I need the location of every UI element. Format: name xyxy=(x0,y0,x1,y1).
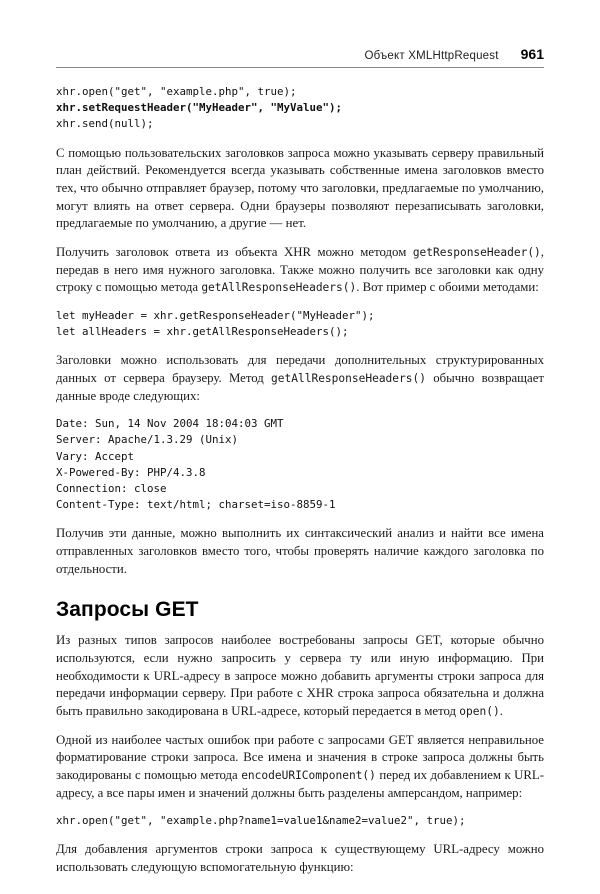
code-block xyxy=(56,416,544,513)
text-run: Заголовки можно использовать для передачи дополнительных структурированных данных от сервера браузеру. Метод xyxy=(56,353,544,385)
inline-code: getAllResponseHeaders() xyxy=(271,371,426,385)
page-content xyxy=(56,84,544,877)
code-line: Server: Apache/1.3.29 (Unix) xyxy=(56,433,239,447)
text-run: , передав в него имя нужного заголовка. Также можно получить все заголовки как одну строку с помощью метода xyxy=(56,244,544,295)
text-run: перед их добавлением к URL-адресу, а все пары имен и значений должны быть разделены амперсандом, например: xyxy=(56,767,544,800)
text-run: Получив эти данные, можно выполнить их синтаксический анализ и найти все имена отправленных заголовков вместо того, чтобы проверять наличие каждого заголовка по отдельности. xyxy=(56,526,544,576)
inline-code: getAllResponseHeaders() xyxy=(201,281,357,295)
code-line: let myHeader = xhr.getResponseHeader("MyHeader"); xyxy=(56,308,375,322)
code-block xyxy=(56,308,544,340)
page-number: 961 xyxy=(520,46,544,62)
code-line: X-Powered-By: PHP/4.3.8 xyxy=(56,465,206,479)
text-run: С помощью пользовательских заголовков запроса можно указывать серверу правильный план действий. Рекомендуется всегда указывать собственные имена заголовков вместо тех, что обычно отправляет браузер, потому что заголовки, предлагаемые по умолчанию, могут влиять на ответ сервера. Одни браузеры позволяют перезаписывать заголовки, предлагаемые по умолчанию, а другие — нет. xyxy=(56,145,544,231)
code-line: xhr.open("get", "example.php", true); xyxy=(56,85,297,98)
code-line: let allHeaders = xhr.getAllResponseHeaders(); xyxy=(56,325,349,338)
paragraph xyxy=(56,244,544,297)
code-line: Date: Sun, 14 Nov 2004 18:04:03 GMT xyxy=(56,417,284,431)
code-line: Connection: close xyxy=(56,481,167,495)
code-line: Vary: Accept xyxy=(56,449,135,463)
paragraph xyxy=(56,632,544,720)
text-run: Из разных типов запросов наиболее востребованы запросы GET, которые обычно используются, если нужно запросить у сервера ту или иную информацию. При необходимости к URL-адресу в запросе можно добавить аргументы строки запроса для передачи информации серверу. При работе с XHR строка запроса обязательна и должна быть правильно закодирована в URL-адресе, который передается в метод xyxy=(56,633,544,718)
text-run: . Вот пример с обоими методами: xyxy=(356,280,539,295)
paragraph xyxy=(56,841,544,876)
paragraph xyxy=(56,352,544,405)
text-run: Одной из наиболее частых ошибок при работе с запросами GET является неправильное форматирование строки запроса. Все имена и значения в строке запроса должны быть закодированы с помощью метода xyxy=(56,732,544,782)
text-run: обычно возвращает данные вроде следующих: xyxy=(56,370,544,403)
paragraph xyxy=(56,145,544,233)
page-header xyxy=(56,46,544,68)
code-line: xhr.setRequestHeader("MyHeader", "MyValue"); xyxy=(56,101,343,115)
text-run: Получить заголовок ответа из объекта XHR можно методом xyxy=(56,244,413,259)
code-line: xhr.open("get", "example.php?name1=value1&name2=value2", true); xyxy=(56,814,466,828)
inline-code: encodeURIComponent() xyxy=(241,768,376,782)
code-block xyxy=(56,84,544,133)
text-run: . xyxy=(499,703,503,718)
inline-code: open() xyxy=(459,704,500,718)
code-line: xhr.send(null); xyxy=(56,117,154,131)
book-page xyxy=(0,46,600,894)
running-head-title: Объект XMLHttpRequest xyxy=(364,50,499,62)
text-run: Для добавления аргументов строки запроса к существующему URL-адресу можно использовать следующую вспомогательную функцию: xyxy=(56,842,544,874)
paragraph xyxy=(56,732,544,803)
paragraph xyxy=(56,525,544,578)
section-heading: Запросы GET xyxy=(56,598,199,622)
code-line: Content-Type: text/html; charset=iso-8859-1 xyxy=(56,498,336,512)
inline-code: getResponseHeader() xyxy=(412,245,541,259)
code-block xyxy=(56,813,544,829)
